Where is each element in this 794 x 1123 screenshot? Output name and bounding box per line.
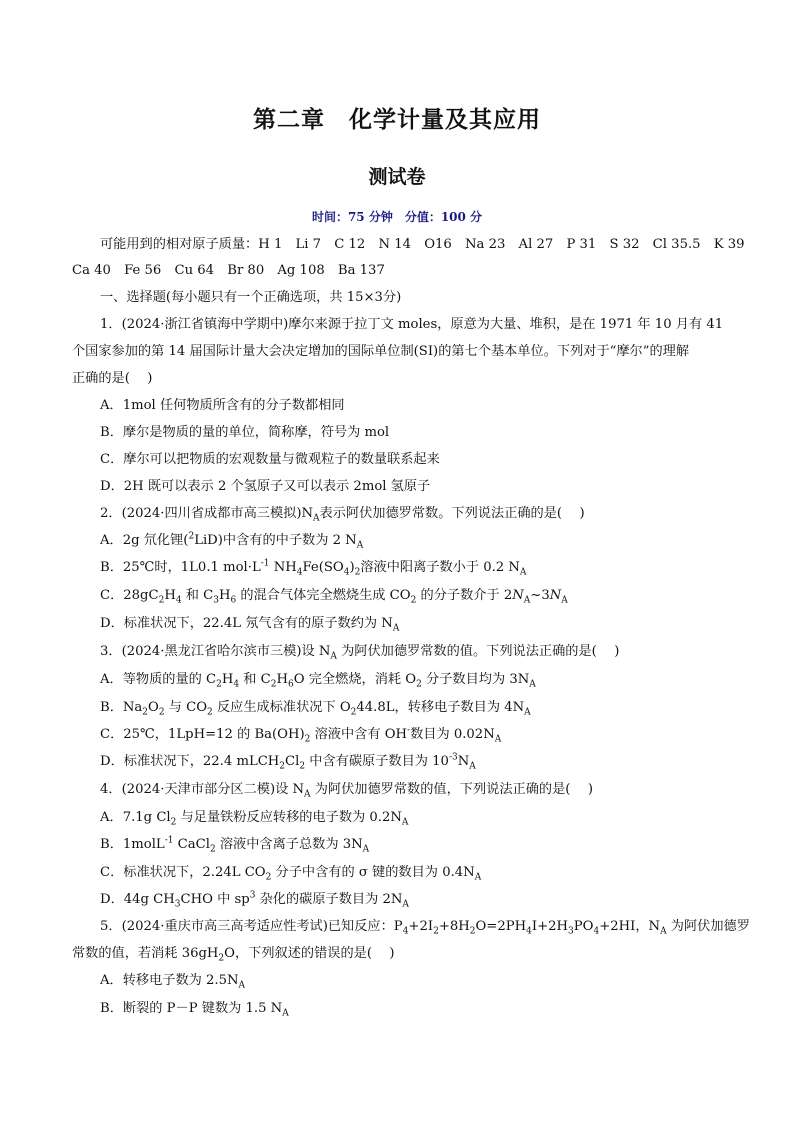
q1-option-c: C．摩尔可以把物质的宏观数量与微观粒子的数量联系起来 [100, 452, 440, 467]
q2-option-b: B．25℃时，1L0.1 $mol\cdot L^{-1}$ $NH_4Fe(SO_4)_2$溶液中阳离子数小于 0.2 $N_A$ [100, 558, 527, 578]
atomic-mass-line-2: Ca 40 Fe 56 Cu 64 Br 80 Ag 108 Ba 137 [72, 263, 385, 278]
q4-option-a: A．7.1g $Cl_2$ 与足量铁粉反应转移的电子数为 $0.2N_A$ [100, 810, 409, 828]
q3-option-d: D．标准状况下，22.4 $mLCH_2Cl_2$ 中含有碳原子数目为 $10^{-3}N_A$ [100, 752, 476, 772]
q1-option-b: B．摩尔是物质的量的单位，简称摩，符号为 mol [100, 425, 390, 440]
question-2: 2．(2024·四川省成都市高三模拟)$N_A$表示阿伏加德罗常数。下列说法正确的是( ) [100, 506, 585, 524]
question-1-line-1: 1．(2024·浙江省镇海中学期中)摩尔来源于拉丁文 moles，原意为大量、堆积，是在 1971 年 10 月有 41 [100, 317, 724, 332]
q3-option-b: B．$Na_2O_2$ 与 $CO_2$ 反应生成标准状况下 $O_244.8L$，转移电子数目为 $4N_A$ [100, 700, 531, 718]
chapter-title: 第二章 化学计量及其应用 [253, 107, 541, 133]
question-5-line-1: 5．(2024·重庆市高三高考适应性考试)已知反应：$P_4+2I_2+8H_2O=2PH_4I+2H_3PO_4+2HI$，$N_A$ 为阿伏加德罗 [100, 919, 750, 937]
q4-option-c: C．标准状况下，2.24L $CO_2$ 分子中含有的 σ 键的数目为 $0.4N_A$ [100, 865, 482, 883]
question-3: 3．(2024·黑龙江省哈尔滨市三模)设 $N_A$ 为阿伏加德罗常数的值。下列说法正确的是( ) [100, 644, 620, 662]
q4-option-d: D．44g $CH_3CHO$ 中 $sp^3$ 杂化的碳原子数目为 $2N_A$ [100, 890, 409, 910]
q1-option-d: D．2H 既可以表示 2 个氢原子又可以表示 2mol 氢原子 [100, 479, 431, 494]
question-1-line-3: 正确的是( ) [72, 371, 153, 386]
question-4: 4．(2024·天津市部分区二模)设 $N_A$ 为阿伏加德罗常数的值，下列说法正确的是( ) [100, 782, 593, 800]
test-subtitle: 测试卷 [368, 166, 426, 188]
q4-option-b: B．1molL$^{-1}$ CaCl$_2$ 溶液中含离子总数为 $3N_A$ [100, 835, 370, 855]
q5-option-a: A．转移电子数为 $2.5N_A$ [100, 973, 246, 991]
section-heading: 一、选择题(每小题只有一个正确选项，共 15×3分) [100, 290, 402, 305]
q2-option-c: C．$28gC_2H_4$ 和 $C_3H_6$ 的混合气体完全燃烧生成 $CO_2$ 的分子数介于 $2N_A\sim 3N_A$ [100, 588, 568, 606]
question-5-line-2: 常数的值，若消耗 $36gH_2O$，下列叙述的错误的是( ) [72, 946, 395, 964]
q3-option-a: A．等物质的量的 $C_2H_4$ 和 $C_2H_6O$ 完全燃烧，消耗 $O_2$ 分子数目均为 $3N_A$ [100, 672, 536, 690]
q2-option-a: A．2g 氘化锂($^2$LiD)中含有的中子数为 2 $N_A$ [100, 531, 364, 551]
question-1-line-2: 个国家参加的第 14 届国际计量大会决定增加的国际单位制(SI)的第七个基本单位。下列对于“摩尔”的理解 [72, 344, 690, 359]
q1-option-a: A．1mol 任何物质所含有的分子数都相同 [100, 398, 345, 413]
time-score-info: 时间：75 分钟 分值：100 分 [311, 210, 483, 224]
q5-option-b: B．断裂的 P－P 键数为 1.5 $N_A$ [100, 1001, 289, 1019]
q2-option-d: D．标准状况下，22.4L 氖气含有的原子数约为 $N_A$ [100, 616, 400, 634]
q3-option-c: C．25℃，1LpH=12 的 $Ba(OH)_2$ 溶液中含有 OH-数目为 $0.02N_A$ [100, 725, 502, 745]
atomic-mass-line-1: 可能用到的相对原子质量：H 1 Li 7 C 12 N 14 O16 Na 23 Al 27 P 31 S 32 Cl 35.5 K 39 [100, 237, 745, 252]
